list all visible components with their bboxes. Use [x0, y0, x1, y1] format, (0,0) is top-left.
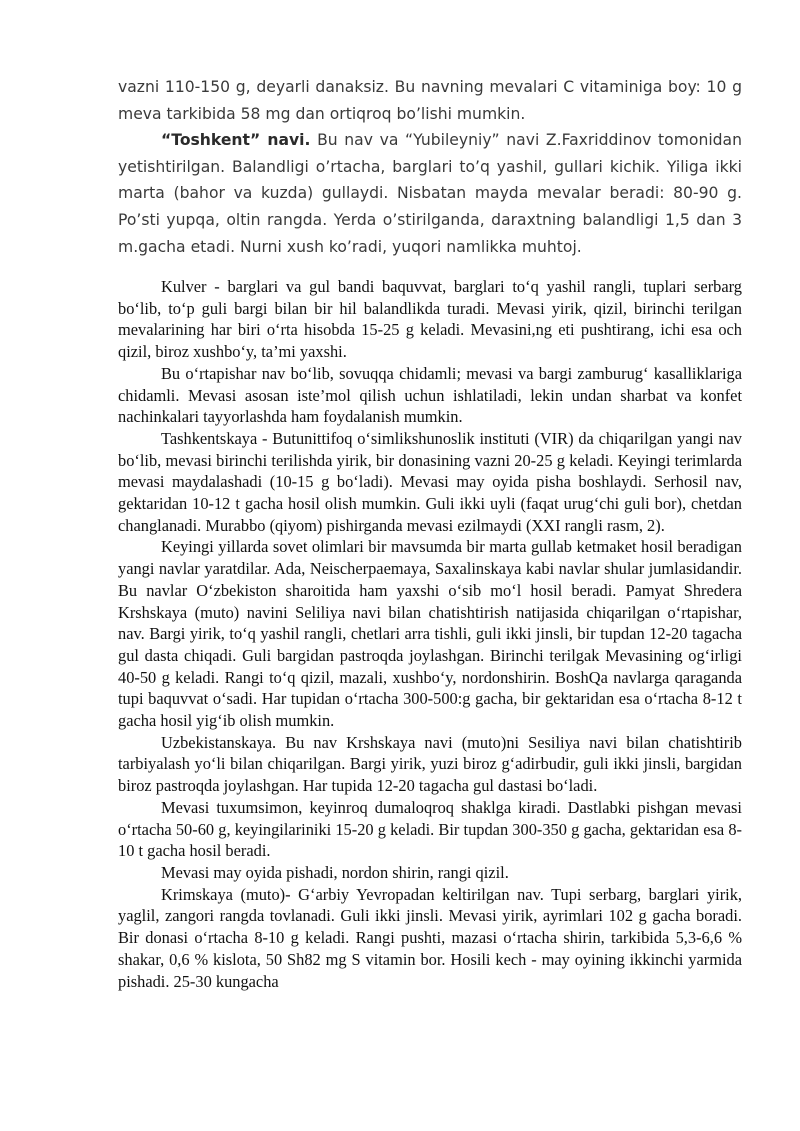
paragraph-ortapishar: Bu o‘rtapishar nav bo‘lib, sovuqqa chidamli; mevasi va bargi zamburug‘ kasalliklariga chidamli. Mevasi asosan iste’mol qilish uchun ishlatiladi, lekin undan sharbat va konfet nachinkalari tayyorlashda ham foydalanish mumkin. [118, 363, 742, 427]
paragraph-new-varieties: Keyingi yillarda sovet olimlari bir mavsumda bir marta gullab ketmaket hosil beradigan yangi navlar yaratdilar. Ada, Neischerpaemaya, Saxalinskaya kabi navlar shular jumlasidandir. Bu navlar O‘zbekiston sharoitida ham yaxshi o‘sib mo‘l hosil beradi. Pamyat Shredera Krshskaya (muto) navini Seliliya navi bilan chatishtirish natijasida chiqarilgan o‘rtapishar, nav. Bargi yirik, to‘q yashil rangli, chetlari arra tishli, guli ikki jinsli, bir tupdan 12-20 tagacha gul dasta chiqadi. Guli bargidan pastroqda joylashgan. Birinchi terilgak Mevasining og‘irligi 40-50 g keladi. Rangi to‘q qizil, mazali, xushbo‘y, nordonshirin. BoshQa navlarga qaraganda tupi baquvvat o‘sadi. Har tupidan o‘rtacha 300-500:g gacha, bir gektaridan esa o‘rtacha 8-12 t gacha hosil yig‘ib olish mumkin. [118, 537, 742, 731]
paragraph-krimskaya: Krimskaya (muto)- G‘arbiy Yevropadan keltirilgan nav. Tupi serbarg, barglari yirik, yaglil, zangori rangda tovlanadi. Guli ikki jinsli. Mevasi yirik, ayrimlari 102 g gacha boradi. Bir donasi o‘rtacha 8-10 g keladi. Rangi pushti, mazasi o‘rtacha shirin, tarkibida 5,3-6,6 % shakar, 0,6 % kislota, 50 Sh82 mg S vitamin bor. Hosili kech - may oyining ikkinchi yarmida pishadi. 25-30 kungacha [118, 884, 742, 991]
paragraph-uzbekistanskaya: Uzbekistanskaya. Bu nav Krshskaya navi (muto)ni Sesiliya navi bilan chatishtirib tarbiyalash yo‘li bilan chiqarilgan. Bargi yirik, yuzi biroz g‘adirbudir, guli ikki jinsli, bargidan biroz pastroqda joylashgan. Har tupida 12-20 tagacha gul dastasi bo‘ladi. [118, 732, 742, 796]
paragraph-vitamin: vazni 110-150 g, deyarli danaksiz. Bu navning mevalari C vitaminiga boy: 10 g meva tarkibida 58 mg dan ortiqroq bo’lishi mumkin. [118, 78, 742, 123]
serif-text-block [118, 276, 742, 992]
paragraph-kulver: Kulver - barglari va gul bandi baquvvat, barglari to‘q yashil rangli, tuplari serbarg bo‘lib, to‘p guli bargi bilan bir hil balandlikda turadi. Mevasi yirik, qizil, birinchi terilgan mevalarining har biri o‘rta hisobda 15-25 g keladi. Mevasini,ng eti pushtirang, ichi esa och qizil, biroz xushbo‘y, ta’mi yaxshi. [118, 277, 742, 362]
paragraph-fruit-shape: Mevasi tuxumsimon, keyinroq dumaloqroq shaklga kiradi. Dastlabki pishgan mevasi o‘rtacha 50-60 g, keyingilariniki 15-20 g keladi. Bir tupdan 300-350 g gacha, gektaridan esa 8-10 t gacha hosil beradi. [118, 797, 742, 861]
toshkent-text: Bu nav va “Yubileyniy” navi Z.Faxriddinov tomonidan yetishtirilgan. Balandligi o’rtacha, barglari to’q yashil, gullari kichik. Yiliga ikki marta (bahor va kuzda) gullaydi. Nisbatan mayda mevalar beradi: 80-90 g. Po’sti yupqa, oltin rangda. Yerda o’stirilganda, daraxtning balandligi 1,5 dan 3 m.gacha etadi. Nurni xush ko’radi, yuqori namlikka muhtoj. [118, 131, 742, 256]
paragraph-toshkent [118, 127, 742, 260]
paragraph-ripening: Mevasi may oyida pishadi, nordon shirin, rangi qizil. [161, 862, 509, 882]
paragraph-tashkentskaya: Tashkentskaya - Butunittifoq o‘simlikshunoslik instituti (VIR) da chiqarilgan yangi nav bo‘lib, mevasi birinchi terilishda yirik, bir donasining vazni 20-25 g keladi. Keyingi terimlarda mevasi maydalashadi (10-15 g bo‘ladi). Mevasi may oyida pisha boshlaydi. Serhosil nav, gektaridan 10-12 t gacha hosil olish mumkin. Guli ikki uyli (faqat urug‘chi guli bor), chetdan changlanadi. Murabbo (qiyom) pishirganda mevasi ezilmaydi (XXI rangli rasm, 2). [118, 428, 742, 535]
sans-text-block [118, 74, 742, 260]
toshkent-title: “Toshkent” navi. [161, 131, 311, 150]
